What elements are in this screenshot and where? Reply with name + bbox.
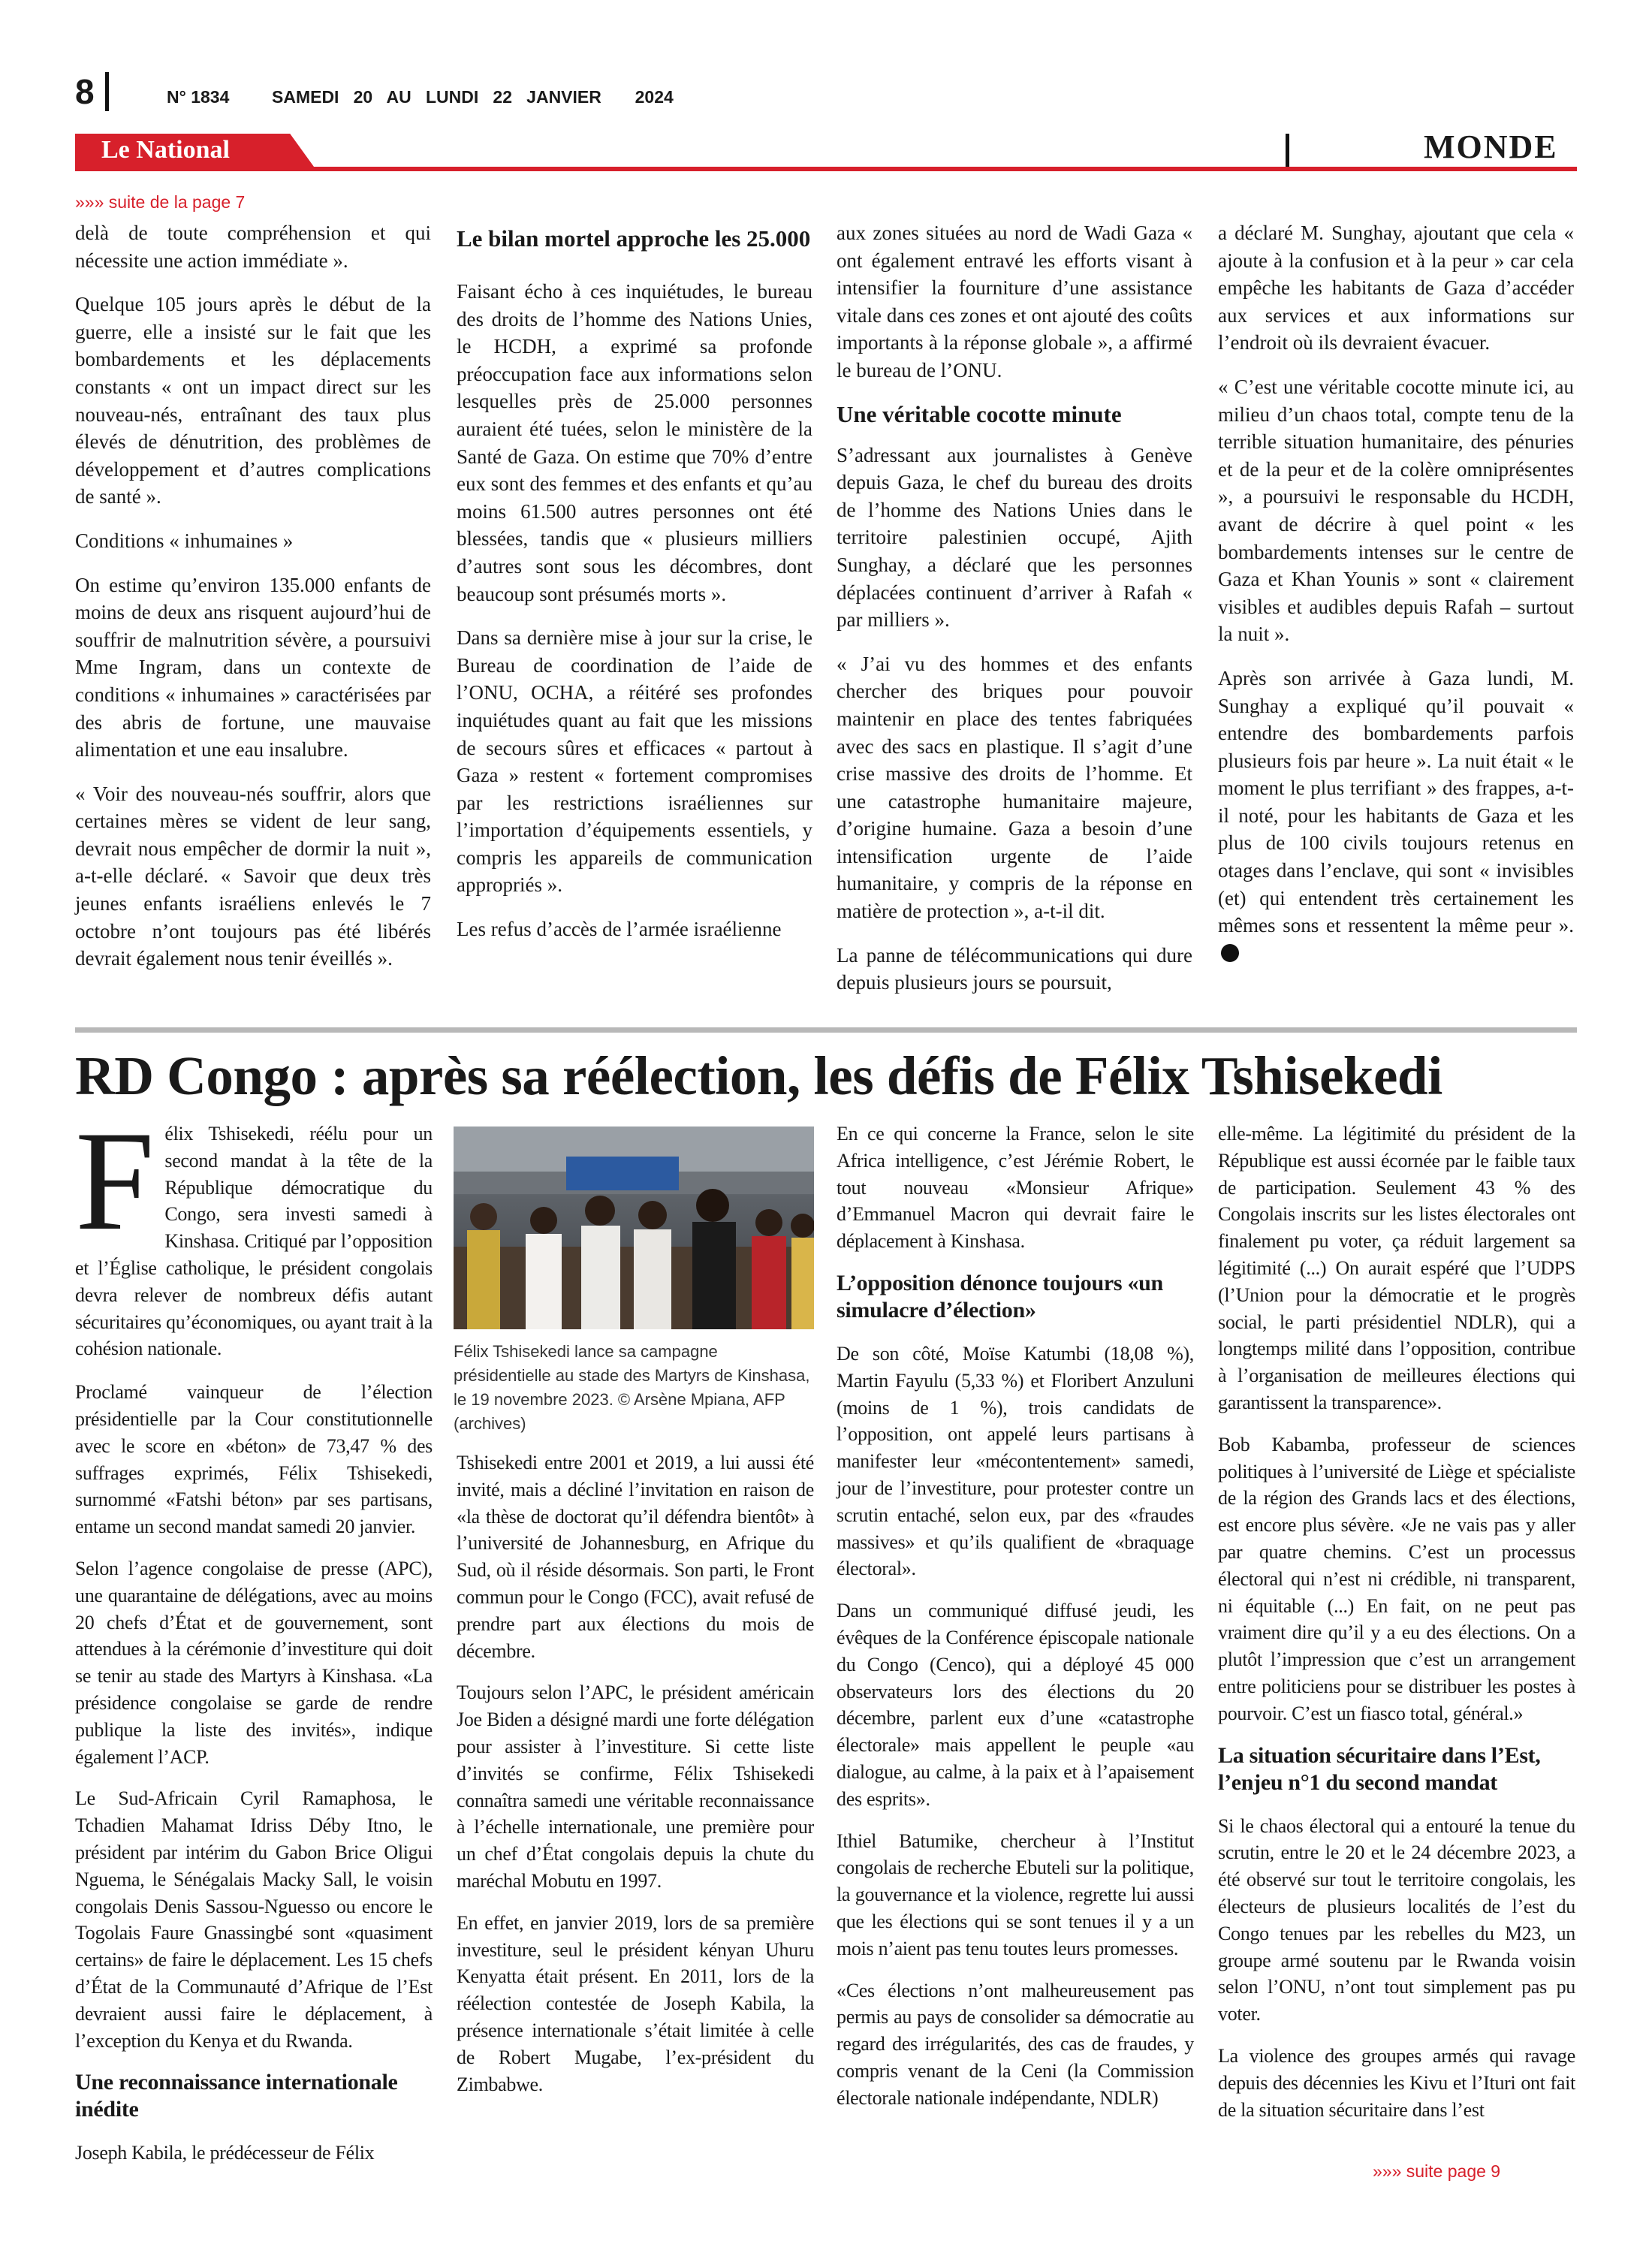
paragraph: Proclamé vainqueur de l’élection présidentielle par la Cour constitutionnelle avec le score en «béton» de 73,47 % des suffrages exprimés, Félix Tshisekedi, surnommé «Fatshi béton» par ses partisans, entame un second mandat samedi 20 janvier.: [75, 1381, 433, 1538]
paragraph: Selon l’agence congolaise de presse (APC), une quarantaine de délégations, avec au moins 20 chefs d’État et de gouvernement, sont attendues à la cérémonie d’investiture qui doit se tenir au stade des Martyrs à Kinshasa. «La présidence congolaise se garde de rendre publique la liste des invités», indique également l’ACP.: [75, 1557, 433, 1768]
brand-name: Le National: [101, 136, 230, 164]
paragraph: S’adressant aux journalistes à Genève depuis Gaza, le chef du bureau des droits de l’homme des Nations Unies dans le territoire palestinien occupé, Ajith Sunghay, a déclaré que les personnes déplacées continuent d’arriver à Rafah « par milliers ».: [837, 443, 1192, 632]
headline: RD Congo : après sa réélection, les défis de Félix Tshisekedi: [75, 1045, 1442, 1106]
page-number: 8: [75, 72, 95, 111]
paragraph: Après son arrivée à Gaza lundi, M. Sunghay a expliqué qu’il pouvait « entendre des bombardements parfois plusieurs fois par heure ». La nuit était « le moment le plus terrifiant » des frappes, a-t-il noté, pour les habitants de Gaza et les plus de 100 civils toujours retenus en otages dans l’enclave, qui sont « invisibles (et) qui entendent très certainement les mêmes sons et ressentent la même peur ».: [1218, 665, 1574, 967]
paragraph: En effet, en janvier 2019, lors de sa première investiture, seul le président kényan Uhuru Kenyatta était présent. En 2011, lors de la réélection contestée de Joseph Kabila, la présence internationale s’était limitée à celle de Robert Mugabe, l’ex-président du Zimbabwe.: [457, 1911, 814, 2095]
paragraph: Dans un communiqué diffusé jeudi, les évêques de la Conférence épiscopale nationale du Congo (Cenco), qui a déployé 45 000 observateurs lors des élections du 20 décembre, parlent eux d’une «catastrophe électorale» mais appellent le peuple «au dialogue, au calme, à la paix et à l’apaisement des esprits».: [837, 1600, 1194, 1810]
photo-caption: Félix Tshisekedi lance sa campagne présidentielle au stade des Martyrs de Kinshasa, le 19 novembre 2023. © Arsène Mpiana, AFP (archives): [454, 1342, 810, 1433]
continued-to-link[interactable]: »»» suite page 9: [1373, 2161, 1501, 2181]
paragraph: Dans sa dernière mise à jour sur la crise, le Bureau de coordination de l’aide de l’ONU, OCHA, a réitéré ses profondes inquiétudes quant au fait que les missions de secours sûres et efficaces « partout à Gaza » restent « fortement compromises par les restrictions israéliennes sur l’importation d’équipements essentiels, y compris les appareils de communication appropriés ».: [457, 626, 812, 897]
paragraph: « Voir des nouveau-nés souffrir, alors que certaines mères se vident de leur sang, devrait nous empêcher de dormir la nuit », a-t-elle déclaré. « Savoir que deux très jeunes enfants israéliens enlevés le 7 octobre n’ont toujours pas été libérés devrait également nous tenir éveillés ».: [75, 782, 431, 970]
paragraph: Ithiel Batumike, chercheur à l’Institut congolais de recherche Ebuteli sur la politique, la gouvernance et la violence, regrette lui aussi que les élections qui se sont tenues il y a un mois n’aient pas tenu toutes leurs promesses.: [837, 1829, 1194, 1959]
paragraph: elle-même. La légitimité du président de la République est aussi écornée par le faible taux de participation. Seulement 43 % des Congolais inscrits sur les listes électorales ont finalement pu voter, ça réduit largement sa légitimité (...) On aurait espéré que l’UDPS (l’Union pour la démocratie et le progrès social, le parti présidentiel NDLR), qui a longtemps milité dans l’opposition, contribue à l’organisation de meilleures élections qui garantissent la transparence».: [1218, 1123, 1575, 1413]
issue-date: SAMEDI 20 AU LUNDI 22 JANVIER 2024: [272, 87, 674, 107]
congo-column-4: [1218, 1120, 1575, 2138]
paragraph: Faisant écho à ces inquiétudes, le bureau des droits de l’homme des Nations Unies, le HCDH, a exprimé sa profonde préoccupation face aux informations selon lesquelles près de 25.000 personnes auraient été tuées, selon le ministère de la Santé de Gaza. On estime que 70% d’entre eux sont des femmes et des enfants et qu’au moins 61.500 autres personnes ont été blessées, tandis que « plusieurs milliers d’autres sont sous les décombres, dont beaucoup sont présumés morts ».: [457, 280, 812, 605]
paragraph: Quelque 105 jours après le début de la guerre, elle a insisté sur le fait que les bombardements et les déplacements constants « ont un impact direct sur les nouveau-nés, entraînant des taux plus élevés de dénutrition, des problèmes de développement et d’autres complications de santé ».: [75, 293, 431, 508]
paragraph: « J’ai vu des hommes et des enfants chercher des briques pour pouvoir maintenir en place des tentes fabriquées avec des sacs en plastique. Il s’agit d’une crise massive des droits de l’homme. Et une catastrophe humanitaire majeure, d’origine humaine. Gaza a besoin d’une intensification urgente de l’aide humanitaire, y compris de la réponse en matière de protection », a-t-il dit.: [837, 652, 1192, 923]
paragraph: On estime qu’environ 135.000 enfants de moins de deux ans risquent aujourd’hui de souffrir de malnutrition sévère, a poursuivi Mme Ingram, dans un contexte de conditions « inhumaines » caractérisées par des abris de fortune, une mauvaise alimentation et une eau insalubre.: [75, 573, 431, 762]
header-rule: [75, 167, 1577, 171]
congo-column-1: [75, 1102, 433, 2182]
top-column-3: [837, 219, 1192, 1013]
issue-number: N° 1834: [167, 87, 230, 107]
subheading: La situation sécuritaire dans l’Est, l’enjeu n°1 du second mandat: [1218, 1742, 1541, 1795]
top-column-2: [457, 225, 812, 960]
paragraph: Si le chaos électoral qui a entouré la tenue du scrutin, entre le 20 et le 24 décembre 2023, a été observé sur tout le territoire congolais, les électeurs de plusieurs localités de l’est du Congo tenues par les rebelles du M23, un groupe armé soutenu par le Rwanda voisin selon l’ONU, n’ont tout simplement pas pu voter.: [1218, 1814, 1575, 2025]
paragraph: La violence des groupes armés qui ravage depuis des décennies les Kivu et l’Ituri ont fait de la situation sécuritaire dans l’est: [1218, 2044, 1575, 2121]
paragraph: Conditions « inhumaines »: [75, 529, 294, 552]
paragraph: Bob Kabamba, professeur de sciences politiques à l’université de Liège et spécialiste de la région des Grands lacs et des élections, est encore plus sévère. «Je ne vais pas y aller par quatre chemins. C’est un processus électoral qui n’est ni crédible, ni transparent, ni équitable (...) En fait, on ne peut pas vraiment dire qu’il y a eu des élections. On a plutôt l’impression que c’est un arrangement entre politiciens pour se distribuer les postes à pourvoir. C’est un fiasco total, général.»: [1218, 1433, 1575, 1724]
section-title: MONDE: [1424, 128, 1558, 165]
top-column-1: [75, 219, 431, 989]
subheading: Une véritable cocotte minute: [837, 400, 1122, 427]
subheading: Une reconnaissance internationale inédite: [75, 2070, 398, 2122]
congo-column-2: [457, 1449, 814, 2113]
paragraph: La panne de télécommunications qui dure depuis plusieurs jours se poursuit,: [837, 943, 1192, 994]
article-separator: [75, 1027, 1577, 1033]
news-photo: [454, 1126, 814, 1329]
paragraph: delà de toute compréhension et qui nécessite une action immédiate ».: [75, 222, 431, 272]
paragraph: « C’est une véritable cocotte minute ici, au milieu d’un chaos total, compte tenu de la terrible situation humanitaire, des pénuries et de la peur et de la colère omniprésentes », a poursuivi le responsable du HCDH, avant de décrire à quel point « les bombardements intenses sur le centre de Gaza et Khan Younis » sont « clairement visibles et audibles depuis Rafah – surtout la nuit ».: [1218, 375, 1574, 646]
crowd-illustration: [454, 1126, 814, 1329]
subheading: L’opposition dénonce toujours «un simulacre d’élection»: [837, 1270, 1163, 1323]
paragraph: Joseph Kabila, le prédécesseur de Félix: [75, 2142, 375, 2164]
paragraph: Le Sud-Africain Cyril Ramaphosa, le Tchadien Mahamat Idriss Déby Itno, le président par intérim du Gabon Brice Oligui Nguema, le Sénégalais Macky Sall, le voisin congolais Denis Sassou-Nguesso ou encore le Togolais Faure Gnassingbé sont «quasiment certains» de faire le déplacement. Les 15 chefs d’État de la Communauté d’Afrique de l’Est devraient aussi faire le déplacement, à l’exception du Kenya et du Rwanda.: [75, 1787, 433, 2052]
paragraph: aux zones situées au nord de Wadi Gaza « ont également entravé les efforts visant à intensifier la fourniture d’une assistance vitale dans ces zones et ont ajouté des coûts importants à la réponse globale », a affirmé le bureau de l’ONU.: [837, 222, 1192, 382]
subheading: Le bilan mortel approche les 25.000: [457, 225, 811, 252]
intro-paragraph: Félix Tshisekedi, réélu pour un second mandat à la tête de la République démocratique du Congo, sera investi samedi à Kinshasa. Critiqué par l’opposition et l’Église catholique, le président congolais devra relever de nombreux défis autant sécuritaires qu’économiques, ou ayant trait à la cohésion nationale.: [75, 1102, 433, 1360]
paragraph: Tshisekedi entre 2001 et 2019, a lui aussi été invité, mais a décliné l’invitation en raison de «la thèse de doctorat qu’il défendra bientôt» à l’université de Johannesburg, en Afrique du Sud, où il réside désormais. Son parti, le Front commun pour le Congo (FCC), avait refusé de prendre part aux élections du mois de décembre.: [457, 1452, 814, 1662]
dropcap: F: [75, 1102, 155, 1260]
paragraph: «Ces élections n’ont malheureusement pas permis au pays de consolider sa démocratie au regard des irrégularités, des cas de fraudes, y compris venant de la Ceni (la Commission électorale nationale indépendante, NDLR): [837, 1979, 1194, 2109]
congo-column-3: [837, 1120, 1194, 2127]
top-column-4: [1218, 219, 1574, 983]
paragraph: De son côté, Moïse Katumbi (18,08 %), Martin Fayulu (5,33 %) et Floribert Anzuluni (moins de 1 %), trois candidats de l’opposition, ont appelé leurs partisans à manifester leur «mécontentement» samedi, jour de l’investiture, pour protester contre un scrutin entaché, selon eux, par des «fraudes massives» et qu’ils qualifient de «braquage électoral».: [837, 1342, 1194, 1580]
paragraph: Les refus d’accès de l’armée israélienne: [457, 918, 782, 941]
paragraph: a déclaré M. Sunghay, ajoutant que cela « ajoute à la confusion et à la peur » car cela empêche les habitants de Gaza d’accéder aux services et aux informations sur l’endroit où ils devraient évacuer.: [1218, 222, 1574, 354]
paragraph: En ce qui concerne la France, selon le site Africa intelligence, c’est Jérémie Robert, le tout nouveau «Monsieur Afrique» d’Emmanuel Macron qui devrait faire le déplacement à Kinshasa.: [837, 1123, 1194, 1253]
section-divider: [1286, 134, 1289, 167]
page-number-divider: [105, 72, 109, 111]
paragraph: Toujours selon l’APC, le président américain Joe Biden a désigné mardi une forte délégation pour assister à l’investiture. Si cette liste d’invités se confirme, Félix Tshisekedi connaîtra samedi une véritable reconnaissance à l’échelle internationale, une première pour un chef d’État congolais depuis la chute du maréchal Mobutu en 1997.: [457, 1681, 814, 1892]
continued-from: »»» suite de la page 7: [75, 192, 246, 212]
end-mark-icon: [1221, 944, 1239, 962]
